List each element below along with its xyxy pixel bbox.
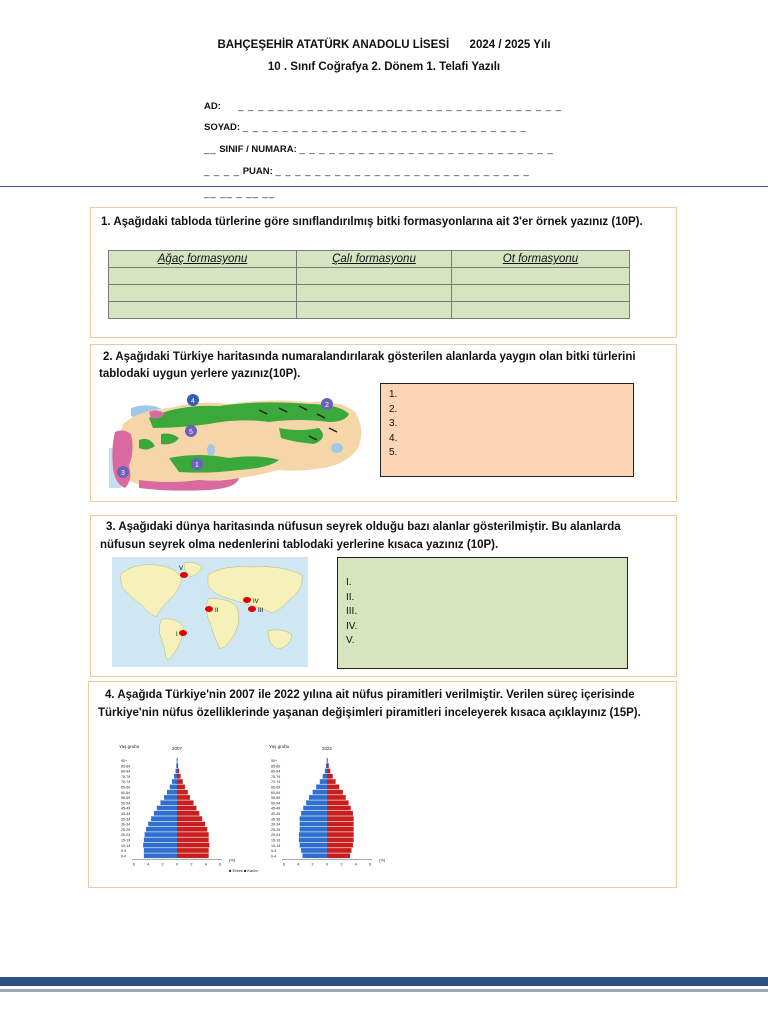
map-marker-5 bbox=[185, 425, 197, 437]
male-bar bbox=[306, 800, 327, 805]
col-agac: Ağaç formasyonu bbox=[109, 251, 297, 268]
female-bar bbox=[177, 779, 183, 784]
age-group-label: 5-9 bbox=[271, 849, 277, 854]
female-bar bbox=[327, 843, 353, 848]
female-bar bbox=[177, 838, 209, 843]
question-3-text-line1: 3. Aşağıdaki dünya haritasında nüfusun seyrek olduğu bazı alanlar gösterilmiştir. Bu alanlarda bbox=[106, 521, 621, 533]
table-row[interactable] bbox=[109, 302, 630, 319]
col-cali: Çalı formasyonu bbox=[297, 251, 452, 268]
age-group-label: 90+ bbox=[121, 759, 128, 763]
female-bar bbox=[327, 816, 354, 821]
question-2-answer-box[interactable] bbox=[380, 383, 634, 477]
age-group-label: 15-19 bbox=[121, 838, 131, 843]
answer-line[interactable]: I. bbox=[346, 577, 352, 588]
male-bar bbox=[144, 848, 177, 853]
male-bar bbox=[154, 811, 177, 816]
male-bar bbox=[174, 774, 177, 779]
female-bar bbox=[327, 758, 328, 763]
x-tick-label: 6 bbox=[282, 862, 285, 867]
pyramid-year-label: 2022 bbox=[321, 746, 333, 751]
female-bar bbox=[327, 806, 351, 811]
x-tick-label: 6 bbox=[219, 862, 222, 867]
male-bar bbox=[300, 843, 327, 848]
male-bar bbox=[325, 769, 327, 774]
header-title bbox=[0, 39, 768, 51]
table-cell[interactable] bbox=[109, 268, 297, 285]
male-bar bbox=[145, 832, 177, 837]
answer-line[interactable]: III. bbox=[346, 606, 358, 617]
age-group-label: 20-24 bbox=[271, 833, 281, 838]
table-cell[interactable] bbox=[297, 285, 452, 302]
female-bar bbox=[177, 800, 194, 805]
x-tick-label: 6 bbox=[369, 862, 372, 867]
question-4-text-line2: Türkiye'nin nüfus özelliklerinde yaşanan değişimleri piramitleri inceleyerek kısaca açıklayınız (15P). bbox=[98, 707, 641, 719]
female-bar bbox=[327, 795, 346, 800]
age-group-label: 85-89 bbox=[121, 764, 131, 769]
female-bar bbox=[327, 811, 353, 816]
age-group-label: 75-79 bbox=[271, 774, 281, 779]
female-bar bbox=[327, 769, 330, 774]
answer-line[interactable]: 2. bbox=[389, 403, 398, 415]
age-group-label: 40-44 bbox=[271, 812, 281, 816]
answer-line[interactable]: V. bbox=[346, 635, 355, 646]
female-bar bbox=[327, 822, 354, 827]
svg-text:2: 2 bbox=[325, 402, 329, 409]
school-year: 2024 / 2025 Yılı bbox=[469, 39, 551, 51]
female-bar bbox=[327, 800, 349, 805]
table-cell[interactable] bbox=[452, 302, 630, 319]
female-bar bbox=[177, 816, 202, 821]
puan-field[interactable]: _ _ _ _ PUAN: _ _ _ _ _ _ _ _ _ _ _ _ _ _ _ _ _ _ _ _ _ _ _ _ _ _ bbox=[204, 166, 530, 177]
age-group-label: 70-74 bbox=[121, 780, 131, 785]
question-3-text-line2: nüfusun seyrek olma nedenlerini tablodaki yerlerine kısaca yazınız (10P). bbox=[100, 539, 499, 551]
male-bar bbox=[303, 853, 327, 858]
answer-line[interactable]: II. bbox=[346, 591, 355, 603]
map-marker-1 bbox=[191, 458, 203, 470]
question-2-text-line2: tablodaki uygun yerlere yazınız(10P). bbox=[99, 368, 301, 380]
age-group-label: 80-84 bbox=[271, 769, 281, 774]
male-bar bbox=[326, 763, 327, 768]
table-cell[interactable] bbox=[109, 285, 297, 302]
female-bar bbox=[177, 790, 188, 795]
map-marker-2 bbox=[321, 398, 333, 410]
table-cell[interactable] bbox=[452, 268, 630, 285]
female-bar bbox=[177, 822, 205, 827]
age-group-label: 90+ bbox=[271, 759, 278, 763]
male-bar bbox=[151, 816, 177, 821]
svg-text:4: 4 bbox=[191, 398, 195, 405]
x-tick-label: 4 bbox=[147, 862, 150, 867]
female-bar bbox=[177, 843, 209, 848]
male-bar bbox=[300, 822, 327, 827]
x-tick-label: 4 bbox=[297, 862, 300, 867]
female-bar bbox=[177, 769, 179, 774]
age-group-label: 60-64 bbox=[271, 790, 281, 795]
answer-line[interactable]: 1. bbox=[389, 389, 398, 400]
age-group-label: 30-34 bbox=[121, 822, 131, 827]
male-bar bbox=[176, 769, 177, 774]
age-group-label: 10-14 bbox=[271, 843, 281, 848]
question-2-text-line1: 2. Aşağıdaki Türkiye haritasında numaralandırılarak gösterilen alanlarda yaygın olan bitki türlerini bbox=[103, 351, 636, 363]
footer-bar bbox=[0, 977, 768, 986]
age-group-label: 50-54 bbox=[121, 801, 131, 806]
female-bar bbox=[177, 763, 178, 768]
male-bar bbox=[301, 811, 327, 816]
male-bar bbox=[300, 816, 327, 821]
male-bar bbox=[170, 785, 177, 790]
female-bar bbox=[327, 785, 339, 790]
x-tick-label: 2 bbox=[190, 862, 193, 867]
x-tick-label: 2 bbox=[311, 862, 314, 867]
col-ot: Ot formasyonu bbox=[452, 251, 630, 268]
age-group-label: 60-64 bbox=[121, 790, 131, 795]
age-group-label: 45-49 bbox=[271, 806, 281, 811]
female-bar bbox=[327, 853, 350, 858]
population-pyramids bbox=[117, 742, 413, 876]
age-group-label: 35-39 bbox=[121, 817, 131, 822]
female-bar bbox=[327, 790, 343, 795]
pyramid-legend: ■ Erkek ■ Kadın bbox=[229, 868, 258, 873]
male-bar bbox=[299, 832, 327, 837]
svg-text:V: V bbox=[179, 566, 184, 572]
table-row[interactable] bbox=[109, 285, 630, 302]
question-4-box bbox=[88, 681, 677, 888]
female-bar bbox=[177, 848, 209, 853]
age-group-label: 50-54 bbox=[271, 801, 281, 806]
male-bar bbox=[316, 785, 327, 790]
age-group-label: 35-39 bbox=[271, 817, 281, 822]
age-group-label: 40-44 bbox=[121, 812, 131, 816]
male-bar bbox=[303, 806, 327, 811]
soyad-field[interactable]: SOYAD: _ _ _ _ _ _ _ _ _ _ _ _ _ _ _ _ _ _ _ _ _ _ _ _ _ _ _ _ _ bbox=[204, 122, 527, 133]
female-bar bbox=[177, 785, 185, 790]
female-bar bbox=[327, 848, 351, 853]
svg-text:IV: IV bbox=[253, 599, 259, 605]
table-header-row bbox=[109, 251, 630, 268]
female-bar bbox=[177, 853, 209, 858]
pyramid-year-label: 2007 bbox=[171, 746, 183, 751]
male-bar bbox=[144, 838, 177, 843]
age-group-label: 0-4 bbox=[271, 854, 277, 859]
percent-label: (%) bbox=[379, 857, 386, 863]
svg-text:I: I bbox=[176, 632, 178, 638]
svg-text:II: II bbox=[215, 608, 219, 614]
female-bar bbox=[177, 795, 190, 800]
x-tick-label: 0 bbox=[175, 862, 179, 867]
x-tick-label: 0 bbox=[325, 862, 329, 867]
svg-text:5: 5 bbox=[189, 429, 193, 436]
table-cell[interactable] bbox=[297, 268, 452, 285]
male-bar bbox=[320, 779, 327, 784]
female-bar bbox=[327, 838, 354, 843]
female-bar bbox=[177, 806, 196, 811]
school-name: BAHÇEŞEHİR ATATÜRK ANADOLU LİSESİ bbox=[217, 39, 450, 51]
question-2-box bbox=[90, 344, 677, 502]
female-bar bbox=[177, 758, 178, 763]
question-3-answer-box[interactable] bbox=[337, 557, 628, 669]
ad-field[interactable]: AD: _ _ _ _ _ _ _ _ _ _ _ _ _ _ _ _ _ _ _ _ _ _ _ _ _ _ _ _ _ _ _ _ _ bbox=[204, 101, 562, 112]
table-cell[interactable] bbox=[109, 302, 297, 319]
age-group-label: 70-74 bbox=[271, 780, 281, 785]
female-bar bbox=[327, 779, 336, 784]
formation-table bbox=[108, 250, 630, 319]
puan-field-continuation: __ __ _ __ __ bbox=[204, 188, 276, 199]
header-divider bbox=[0, 186, 768, 187]
percent-label: (%) bbox=[229, 857, 236, 863]
female-bar bbox=[327, 774, 333, 779]
age-axis-label: Yaş grubu bbox=[269, 744, 290, 749]
answer-line[interactable]: 5. bbox=[389, 447, 398, 458]
answer-line[interactable]: IV. bbox=[346, 620, 358, 632]
svg-text:1: 1 bbox=[195, 462, 199, 469]
male-bar bbox=[157, 806, 177, 811]
table-cell[interactable] bbox=[452, 285, 630, 302]
age-group-label: 80-84 bbox=[121, 769, 131, 774]
male-bar bbox=[164, 795, 177, 800]
female-bar bbox=[177, 827, 207, 832]
male-bar bbox=[300, 827, 327, 832]
female-bar bbox=[177, 832, 209, 837]
age-group-label: 55-59 bbox=[271, 796, 281, 801]
x-tick-label: 4 bbox=[354, 862, 357, 867]
world-population-map bbox=[112, 557, 308, 667]
age-group-label: 20-24 bbox=[121, 833, 131, 838]
male-bar bbox=[301, 848, 327, 853]
male-bar bbox=[143, 843, 177, 848]
male-bar bbox=[172, 779, 177, 784]
age-group-label: 10-14 bbox=[121, 843, 131, 848]
footer-line bbox=[0, 989, 768, 992]
female-bar bbox=[327, 827, 354, 832]
answer-line[interactable]: 3. bbox=[389, 418, 398, 429]
sinif-numara-field[interactable]: __ SINIF / NUMARA: _ _ _ _ _ _ _ _ _ _ _ _ _ _ _ _ _ _ _ _ _ _ _ _ _ _ bbox=[204, 144, 554, 155]
svg-text:III: III bbox=[258, 608, 264, 614]
male-bar bbox=[144, 853, 177, 858]
question-1-text: 1. Aşağıdaki tabloda türlerine göre sınıflandırılmış bitki formasyonlarına ait 3'er örnek yazınız (10P). bbox=[101, 216, 643, 228]
female-bar bbox=[327, 763, 329, 768]
male-bar bbox=[167, 790, 177, 795]
male-bar bbox=[146, 827, 177, 832]
svg-text:3: 3 bbox=[121, 470, 125, 477]
male-bar bbox=[299, 838, 327, 843]
male-bar bbox=[323, 774, 327, 779]
female-bar bbox=[327, 832, 354, 837]
age-group-label: 25-29 bbox=[121, 827, 131, 832]
age-group-label: 15-19 bbox=[271, 838, 281, 843]
exam-title: 10 . Sınıf Coğrafya 2. Dönem 1. Telafi Yazılı bbox=[267, 61, 501, 73]
x-tick-label: 6 bbox=[132, 862, 135, 867]
map-marker-3 bbox=[117, 466, 129, 478]
table-cell[interactable] bbox=[297, 302, 452, 319]
age-group-label: 5-9 bbox=[121, 849, 127, 854]
female-bar bbox=[177, 811, 199, 816]
age-axis-label: Yaş grubu bbox=[119, 744, 140, 749]
question-1-box bbox=[90, 207, 677, 338]
male-bar bbox=[309, 795, 327, 800]
age-group-label: 55-59 bbox=[121, 796, 131, 801]
male-bar bbox=[160, 800, 177, 805]
age-group-label: 65-69 bbox=[121, 785, 131, 790]
age-group-label: 65-69 bbox=[271, 785, 281, 790]
x-tick-label: 4 bbox=[204, 862, 207, 867]
question-3-box bbox=[90, 515, 677, 677]
age-group-label: 0-4 bbox=[121, 854, 127, 859]
male-bar bbox=[176, 763, 177, 768]
turkey-vegetation-map bbox=[109, 388, 369, 496]
table-row[interactable] bbox=[109, 268, 630, 285]
age-group-label: 45-49 bbox=[121, 806, 131, 811]
x-tick-label: 2 bbox=[161, 862, 164, 867]
age-group-label: 30-34 bbox=[271, 822, 281, 827]
age-group-label: 75-79 bbox=[121, 774, 131, 779]
age-group-label: 25-29 bbox=[271, 827, 281, 832]
age-group-label: 85-89 bbox=[271, 764, 281, 769]
answer-line[interactable]: 4. bbox=[389, 432, 398, 444]
male-bar bbox=[313, 790, 327, 795]
male-bar bbox=[148, 822, 177, 827]
question-4-text-line1: 4. Aşağıda Türkiye'nin 2007 ile 2022 yılına ait nüfus piramitleri verilmiştir. Verilen süreç içerisinde bbox=[105, 689, 635, 701]
map-marker-4 bbox=[187, 394, 199, 406]
x-tick-label: 2 bbox=[340, 862, 343, 867]
female-bar bbox=[177, 774, 181, 779]
